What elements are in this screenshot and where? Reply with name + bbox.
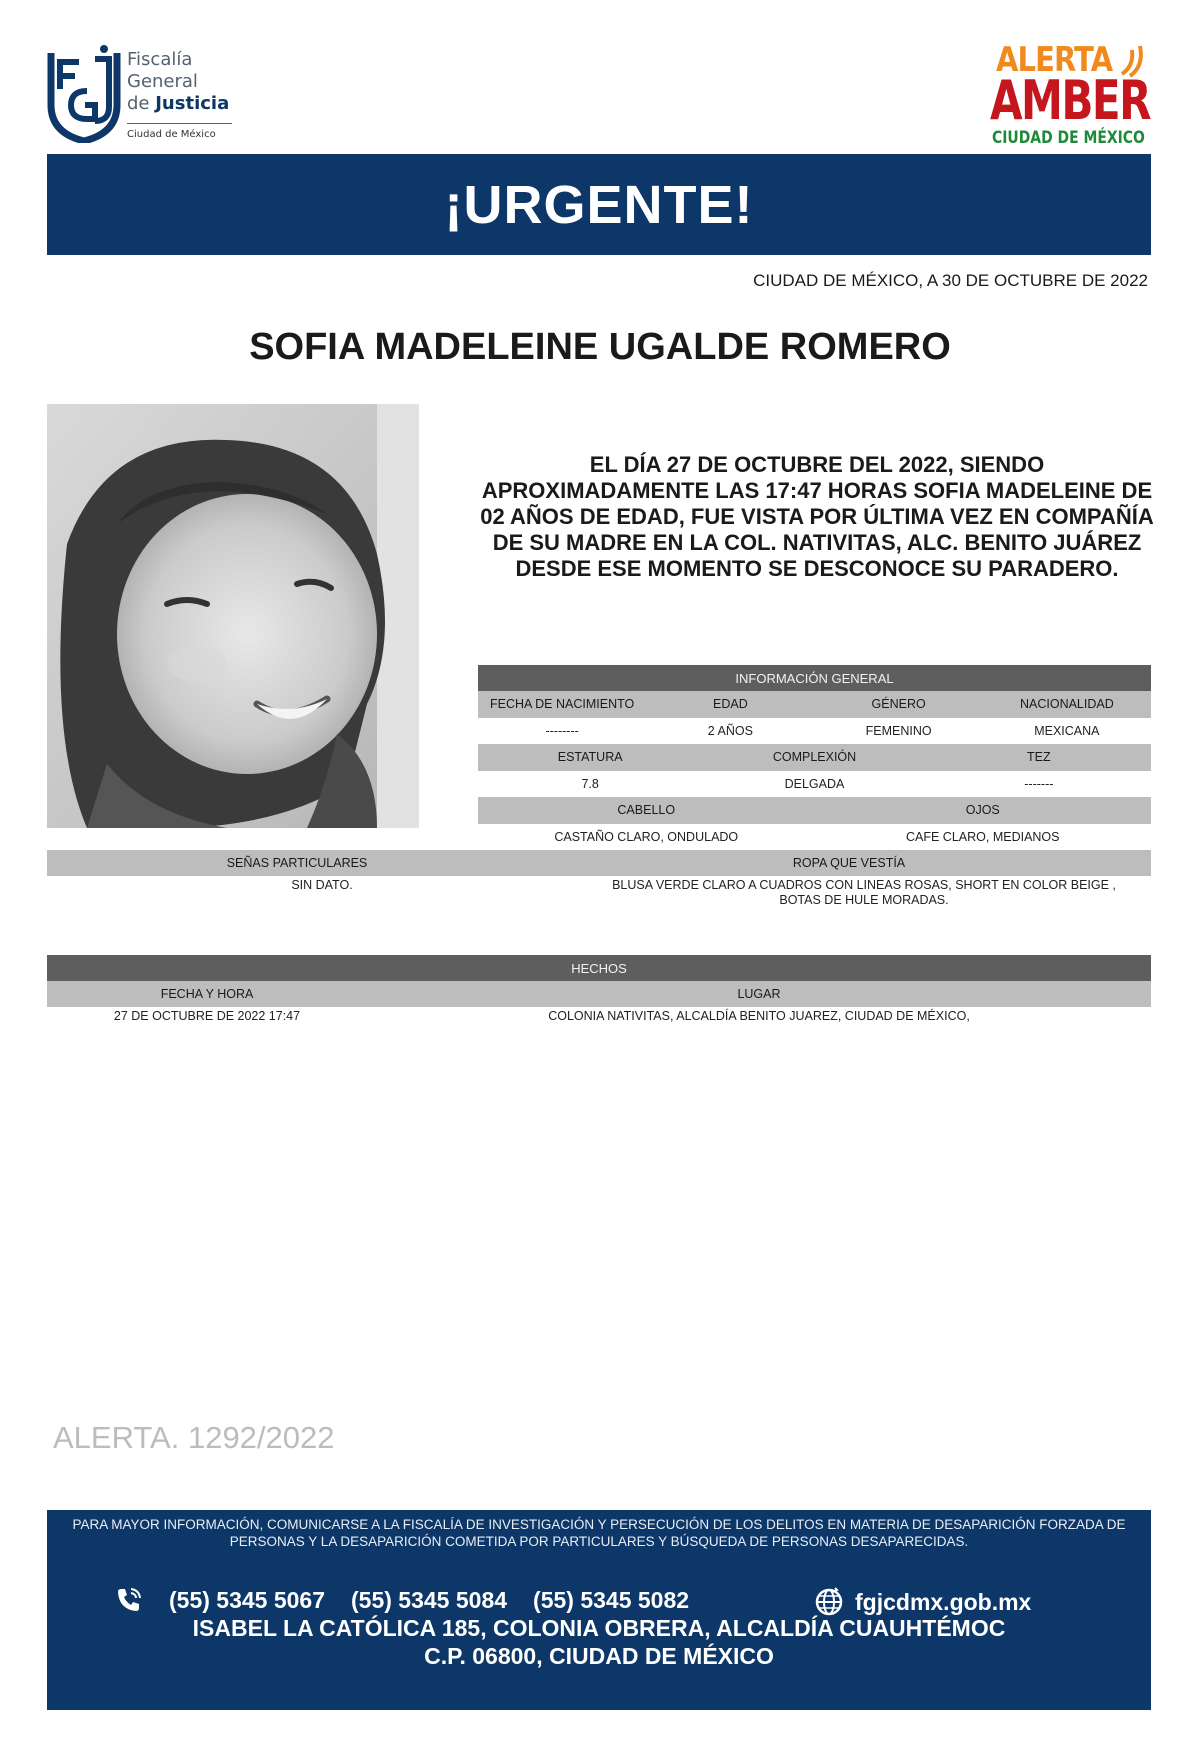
header-distinguishing-marks: SEÑAS PARTICULARES xyxy=(226,856,368,870)
phone-numbers xyxy=(115,1586,689,1614)
table-header-row xyxy=(47,981,1151,1007)
header-complexion: TEZ xyxy=(1027,750,1051,765)
phone-number[interactable]: (55) 5345 5067 xyxy=(169,1586,326,1613)
header-hair: CABELLO xyxy=(617,803,676,818)
nationality-value: MEXICANA xyxy=(1034,723,1100,738)
header-nationality: NACIONALIDAD xyxy=(1019,697,1114,712)
website-link[interactable]: fgjcdmx.gob.mx xyxy=(855,1588,1032,1615)
fgj-emblem-icon xyxy=(47,45,121,143)
fgj-subtitle: Ciudad de México xyxy=(127,129,216,140)
general-info-table xyxy=(478,665,1151,850)
contact-note: PARA MAYOR INFORMACIÓN, COMUNICARSE A LA FISCALÍA DE INVESTIGACIÓN Y PERSECUCIÓN DE LOS DELITOS EN MATERIA DE DESAPARICIÓN FORZADA DE PERSONAS Y LA DESAPARICIÓN COMETIDA POR PARTICULARES Y BÚSQUEDA DE PERSONAS DESAPARECIDAS. xyxy=(72,1517,1126,1549)
table-header-row xyxy=(478,691,1151,718)
phone-icon xyxy=(115,1586,143,1614)
address: ISABEL LA CATÓLICA 185, COLONIA OBRERA, ALCALDÍA CUAUHTÉMOC C.P. 06800, CIUDAD DE MÉXICO xyxy=(192,1615,1006,1669)
hair-value: CASTAÑO CLARO, ONDULADO xyxy=(554,829,739,844)
portrait-image xyxy=(47,404,419,828)
header-date-time: FECHA Y HORA xyxy=(160,987,254,1001)
table-row xyxy=(478,718,1151,745)
complexion-value: ------- xyxy=(1024,776,1054,791)
header-clothing: ROPA QUE VESTÍA xyxy=(792,856,906,870)
contact-footer xyxy=(47,1510,1151,1710)
table-row xyxy=(478,824,1151,851)
missing-person-name: SOFIA MADELEINE UGALDE ROMERO xyxy=(249,326,951,368)
alert-number: ALERTA. 1292/2022 xyxy=(53,1420,335,1455)
disappearance-narrative: EL DÍA 27 DE OCTUBRE DEL 2022, SIENDO APROXIMADAMENTE LAS 17:47 HORAS SOFIA MADELEINE DE 02 AÑOS DE EDAD, FUE VISTA POR ÚLTIMA VEZ EN COMPAÑÍA DE SU MADRE EN LA COL. NATIVITAS, ALC. BENITO JUÁREZ DESDE ESE MOMENTO SE DESCONOCE SU PARADERO. xyxy=(480,452,1154,581)
missing-person-photo xyxy=(47,404,419,828)
general-info-title: INFORMACIÓN GENERAL xyxy=(478,665,1151,691)
table-header-row xyxy=(47,850,1151,876)
birth-date-value: -------- xyxy=(545,723,579,738)
urgent-banner xyxy=(47,154,1151,255)
facts-date-value: 27 DE OCTUBRE DE 2022 17:47 xyxy=(113,1009,301,1023)
header-birth-date: FECHA DE NACIMIENTO xyxy=(490,697,635,712)
date-line: CIUDAD DE MÉXICO, A 30 DE OCTUBRE DE 2022 xyxy=(753,271,1148,290)
facts-place-value: COLONIA NATIVITAS, ALCALDÍA BENITO JUAREZ, CIUDAD DE MÉXICO, xyxy=(548,1009,970,1023)
table-row xyxy=(47,1007,1151,1023)
facts-title: HECHOS xyxy=(47,955,1151,981)
table-row xyxy=(47,876,1151,908)
marks-clothing-table xyxy=(47,850,1151,908)
header-gender: GÉNERO xyxy=(871,697,926,712)
eyes-value: CAFE CLARO, MEDIANOS xyxy=(906,829,1060,844)
header-place: LUGAR xyxy=(737,987,781,1001)
height-value: 7.8 xyxy=(581,776,599,791)
fgj-name: Fiscalía General de Justicia xyxy=(127,49,230,114)
banner-title: ¡URGENTE! xyxy=(444,174,754,235)
header-age: EDAD xyxy=(713,697,748,712)
header-build: COMPLEXIÓN xyxy=(772,750,857,765)
table-row xyxy=(478,771,1151,798)
clothing-value: BLUSA VERDE CLARO A CUADROS CON LINEAS ROSAS, SHORT EN COLOR BEIGE , BOTAS DE HULE MORADAS. xyxy=(612,878,1116,907)
gender-value: FEMENINO xyxy=(865,723,932,738)
alerta-amber-logo: ALERTA AMBER CIUDAD DE MÉXICO xyxy=(990,40,1151,148)
phone-number[interactable]: (55) 5345 5084 xyxy=(351,1586,508,1613)
phone-number[interactable]: (55) 5345 5082 xyxy=(533,1586,690,1613)
header-height: ESTATURA xyxy=(557,750,623,765)
fgj-divider xyxy=(127,123,232,124)
table-header-row xyxy=(478,744,1151,771)
facts-table xyxy=(47,955,1151,1023)
age-value: 2 AÑOS xyxy=(707,723,753,738)
build-value: DELGADA xyxy=(784,776,845,791)
distinguishing-marks-value: SIN DATO. xyxy=(291,878,353,892)
table-header-row xyxy=(478,797,1151,824)
header-eyes: OJOS xyxy=(965,803,1000,818)
fgj-logo xyxy=(47,45,237,145)
